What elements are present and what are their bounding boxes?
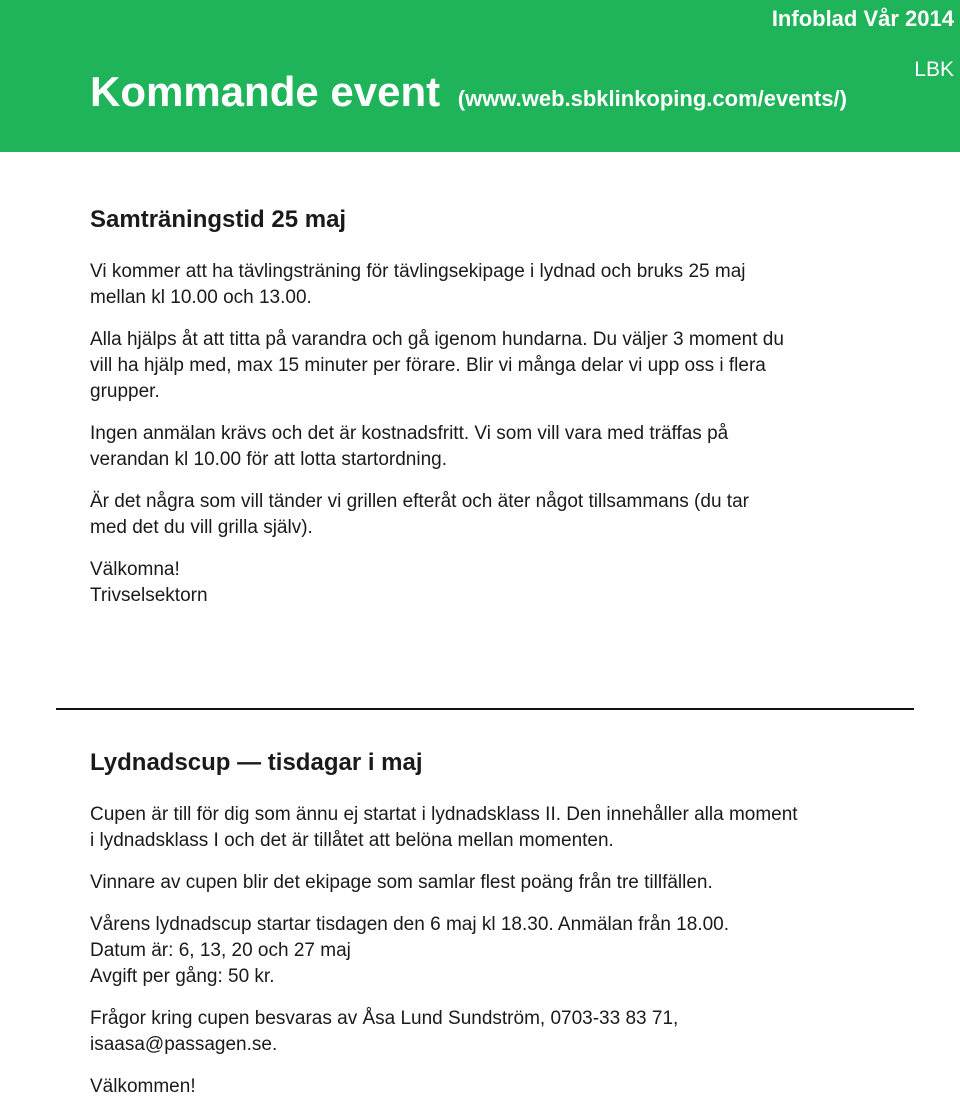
text-line: Datum är: 6, 13, 20 och 27 maj (90, 940, 351, 961)
page-title (90, 68, 847, 116)
page-title-text: Kommande event (90, 68, 441, 115)
text-line: Vårens lydnadscup startar tisdagen den 6 maj kl 18.30. Anmälan från 18.00. (90, 914, 730, 935)
text-line: Vinnare av cupen blir det ekipage som samlar flest poäng från tre tillfällen. (90, 872, 713, 893)
lydnadscup-paragraph-3 (90, 912, 890, 990)
events-url: (www.web.sbklinkoping.com/events/) (457, 86, 847, 111)
text-line: Trivselsektorn (90, 585, 208, 606)
lbk-label: LBK (914, 58, 954, 81)
text-line: grupper. (90, 381, 160, 402)
text-line: Välkomna! (90, 559, 180, 580)
lydnadscup-section (90, 748, 890, 1100)
lydnadscup-paragraph-1 (90, 802, 890, 854)
text-line: Cupen är till för dig som ännu ej startat i lydnadsklass II. Den innehåller alla moment (90, 804, 798, 825)
lydnadscup-signoff (90, 1074, 890, 1100)
samtraning-paragraph-3 (90, 421, 890, 473)
lydnadscup-paragraph-2 (90, 870, 890, 896)
text-line: Är det några som vill tänder vi grillen efteråt och äter något tillsammans (du tar (90, 491, 749, 512)
samtraning-heading: Samträningstid 25 maj (90, 206, 347, 233)
text-line: Frågor kring cupen besvaras av Åsa Lund Sundström, 0703-33 83 71, (90, 1008, 679, 1029)
samtraning-signoff (90, 557, 890, 609)
samtraning-paragraph-4 (90, 489, 890, 541)
samtraning-paragraph-1 (90, 259, 890, 311)
lydnadscup-heading: Lydnadscup — tisdagar i maj (90, 749, 423, 776)
text-line: i lydnadsklass I och det är tillåtet att belöna mellan momenten. (90, 830, 614, 851)
text-line: mellan kl 10.00 och 13.00. (90, 287, 312, 308)
infoblad-label: Infoblad Vår 2014 (771, 6, 954, 31)
text-line: Alla hjälps åt att titta på varandra och gå igenom hundarna. Du väljer 3 moment du (90, 329, 784, 350)
samtraning-section (90, 205, 890, 609)
text-line: Avgift per gång: 50 kr. (90, 966, 275, 987)
text-line: Ingen anmälan krävs och det är kostnadsfritt. Vi som vill vara med träffas på (90, 423, 729, 444)
text-line: Välkommen! (90, 1076, 196, 1097)
text-line: med det du vill grilla själv). (90, 517, 313, 538)
section-divider (56, 708, 914, 710)
text-line: Vi kommer att ha tävlingsträning för tävlingsekipage i lydnad och bruks 25 maj (90, 261, 746, 282)
text-line: vill ha hjälp med, max 15 minuter per förare. Blir vi många delar vi upp oss i flera (90, 355, 766, 376)
lydnadscup-paragraph-4 (90, 1006, 890, 1058)
samtraning-paragraph-2 (90, 327, 890, 405)
text-line: isaasa@passagen.se. (90, 1034, 278, 1055)
text-line: verandan kl 10.00 för att lotta startordning. (90, 449, 447, 470)
header-banner (0, 0, 960, 152)
